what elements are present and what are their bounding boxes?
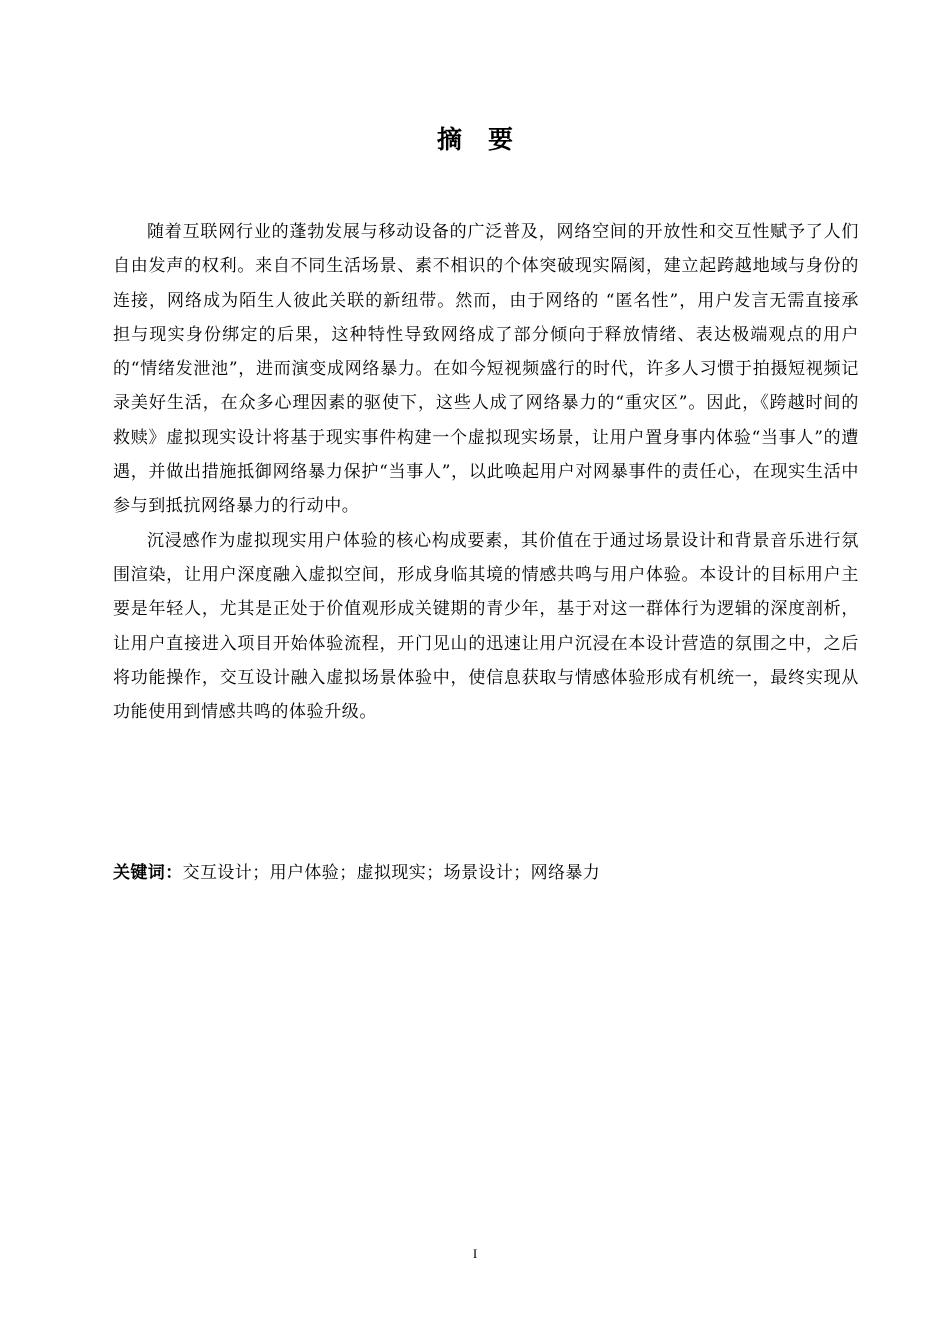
abstract-title-char-2: 要 [488, 125, 514, 154]
abstract-title [0, 122, 950, 158]
keywords-line [113, 856, 859, 890]
abstract-body [113, 215, 859, 729]
page-number: I [472, 1246, 478, 1261]
abstract-paragraph-2: 沉浸感作为虚拟现实用户体验的核心构成要素，其价值在于通过场景设计和背景音乐进行氛围渲染，让用户深度融入虚拟空间，形成身临其境的情感共鸣与用户体验。本设计的目标用户主要是年轻人，尤其是正处于价值观形成关键期的青少年，基于对这一群体行为逻辑的深度剖析，让用户直接进入项目开始体验流程，开门见山的迅速让用户沉浸在本设计营造的氛围之中，之后将功能操作，交互设计融入虚拟场景体验中，使信息获取与情感体验形成有机统一，最终实现从功能使用到情感共鸣的体验升级。 [113, 530, 859, 723]
keywords-label: 关键词： [113, 863, 183, 883]
abstract-paragraph-1: 随着互联网行业的蓬勃发展与移动设备的广泛普及，网络空间的开放性和交互性赋予了人们自由发声的权利。来自不同生活场景、素不相识的个体突破现实隔阂，建立起跨越地域与身份的连接，网络成为陌生人彼此关联的新纽带。然而，由于网络的 “匿名性”，用户发言无需直接承担与现实身份绑定的后果，这种特性导致网络成了部分倾向于释放情绪、表达极端观点的用户的“情绪发泄池”，进而演变成网络暴力。在如今短视频盛行的时代，许多人习惯于拍摄短视频记录美好生活，在众多心理因素的驱使下，这些人成了网络暴力的“重灾区”。因此，《跨越时间的救赎》虚拟现实设计将基于现实事件构建一个虚拟现实场景，让用户置身事内体验“当事人”的遭遇，并做出措施抵御网络暴力保护“当事人”，以此唤起用户对网暴事件的责任心，在现实生活中参与到抵抗网络暴力的行动中。 [113, 222, 859, 517]
keywords-text: 交互设计；用户体验；虚拟现实；场景设计；网络暴力 [182, 863, 601, 883]
abstract-title-char-1: 摘 [436, 125, 462, 154]
